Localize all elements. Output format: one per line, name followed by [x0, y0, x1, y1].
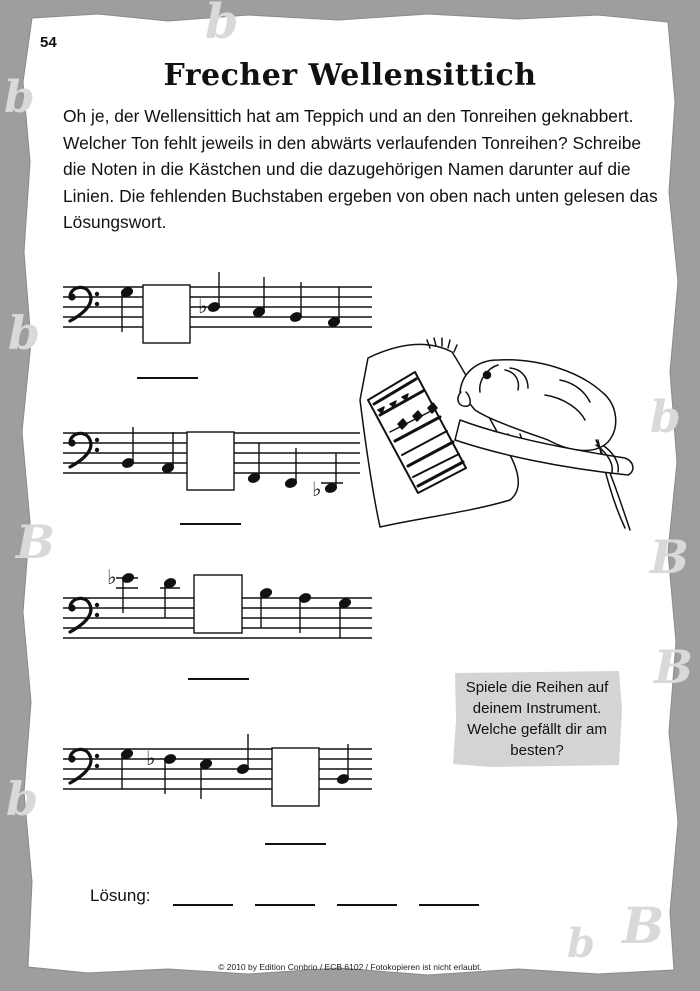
note-name-line-4[interactable] [265, 843, 326, 845]
budgie-illustration [360, 338, 633, 530]
answer-box-4[interactable] [272, 748, 319, 806]
flat-sign-icon: ♭ [107, 565, 117, 589]
tip-text: Spiele die Reihen auf deinem Instrument. Welche gefällt dir am besten? [465, 679, 609, 759]
border-letter-b-icon: b [205, 0, 239, 50]
instructions-text: Oh je, der Wellensittich hat am Teppich und an den Tonreihen geknabbert. Welcher Ton fehlt jeweils in den abwärts verlaufenden Tonreihen? Schreibe die Noten in die Kästchen und die dazugehörigen Namen darunter auf die Linien. Die fehlenden Buchstaben ergeben von oben nach unten gelesen das Lösungswort. [63, 106, 658, 232]
bass-clef-icon [68, 433, 99, 467]
border-letter-B-icon: B [654, 640, 693, 694]
border-letter-b-icon: b [6, 772, 39, 826]
answer-box-3[interactable] [194, 575, 242, 633]
answer-box-1[interactable] [143, 285, 190, 343]
border-letter-b-icon: b [8, 306, 41, 360]
solution-blank-1[interactable] [173, 904, 233, 906]
copyright-footer: © 2010 by Edition Conbrio / ECB 6102 / Fotokopieren ist nicht erlaubt. [218, 962, 482, 972]
border-letter-b-icon: b [4, 72, 35, 123]
exercise-1-staff [63, 272, 372, 343]
tip-box [451, 670, 623, 768]
exercise-2-staff [63, 427, 360, 501]
bass-clef-icon [68, 598, 99, 632]
note-name-line-1[interactable] [137, 377, 198, 379]
border-letter-b-icon: b [650, 392, 681, 443]
solution-blank-2[interactable] [255, 904, 315, 906]
answer-box-2[interactable] [187, 432, 234, 490]
note-name-line-2[interactable] [180, 523, 241, 525]
exercise-4-staff [63, 734, 372, 806]
page-title: Frecher Wellensittich [163, 58, 537, 93]
solution-blank-3[interactable] [337, 904, 397, 906]
flat-sign-icon: ♭ [312, 477, 322, 501]
solution-blank-4[interactable] [419, 904, 479, 906]
note-name-line-3[interactable] [188, 678, 249, 680]
border-letter-B-icon: B [650, 530, 689, 584]
border-letter-B-icon: B [622, 896, 665, 955]
border-letter-B-icon: B [16, 515, 55, 569]
page-number: 54 [40, 34, 57, 51]
exercise-3-staff [63, 565, 372, 638]
flat-sign-icon: ♭ [146, 746, 156, 770]
flat-sign-icon: ♭ [198, 294, 208, 318]
bass-clef-icon [68, 749, 99, 783]
bass-clef-icon [68, 287, 99, 321]
solution-label: Lösung: [90, 886, 151, 905]
border-letter-b-icon: b [567, 920, 595, 967]
